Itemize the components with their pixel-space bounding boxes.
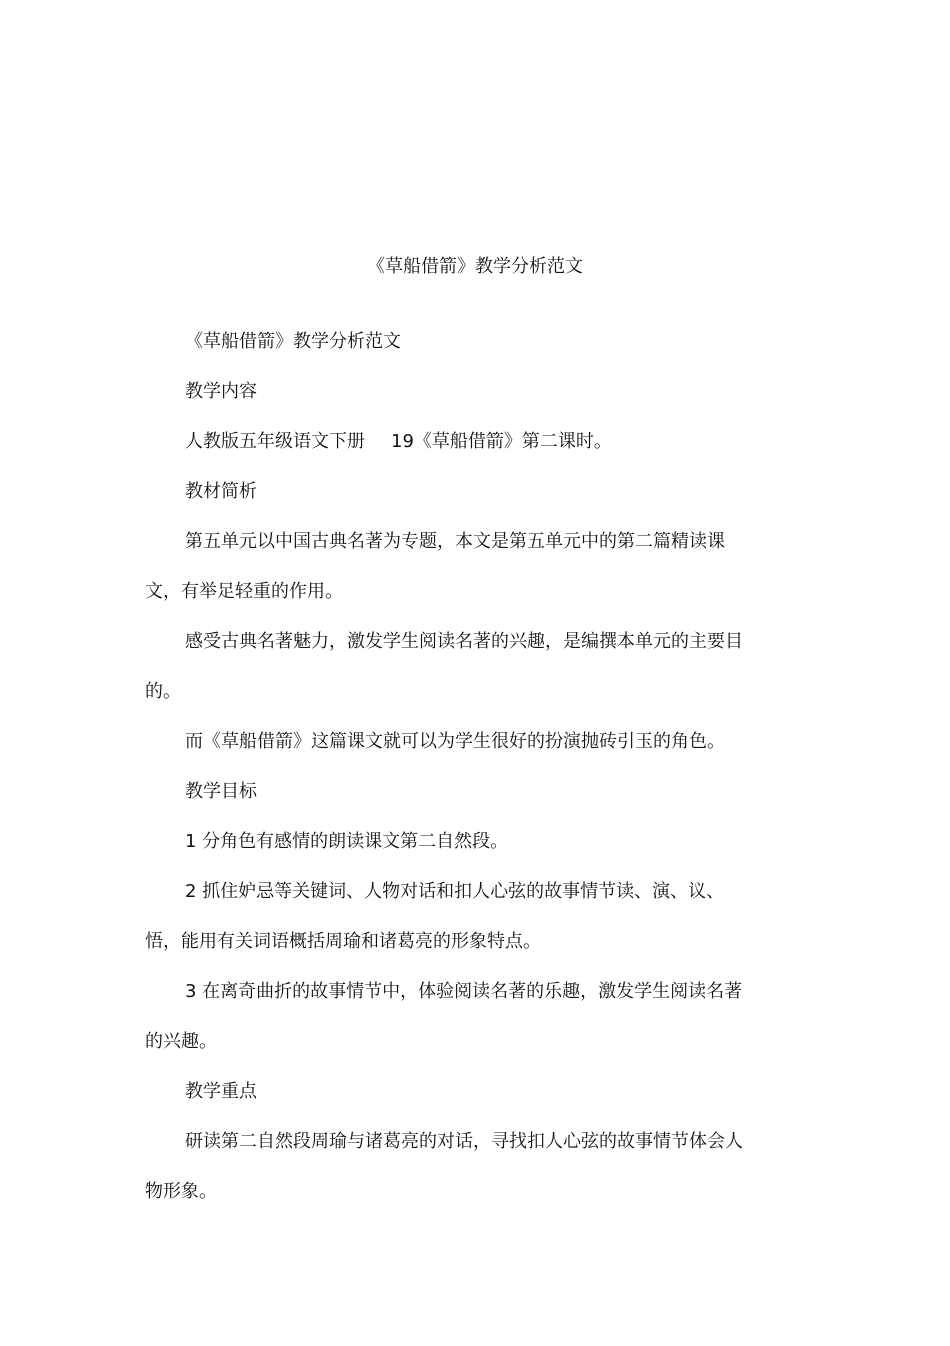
goal-item-1: 1 分角色有感情的朗读课文第二自然段。 (185, 831, 509, 852)
section-heading-teaching-goals: 教学目标 (185, 781, 257, 802)
goal-item-2: 2 抓住妒忌等关键词、人物对话和扣人心弦的故事情节读、演、议、悟，能用有关词语概括周瑜和诸葛亮的形象特点。 (145, 881, 725, 952)
section-heading-teaching-content: 教学内容 (185, 381, 257, 402)
goal-item-3: 3 在离奇曲折的故事情节中，体验阅读名著的乐趣，激发学生阅读名著的兴趣。 (145, 981, 743, 1052)
paragraph-textbook-info (145, 417, 760, 467)
lesson-info: 19《草船借箭》第二课时。 (391, 431, 612, 452)
paragraph-heading-repeat: 《草船借箭》教学分析范文 (185, 331, 401, 352)
paragraph-teaching-focus: 研读第二自然段周瑜与诸葛亮的对话，寻找扣人心弦的故事情节体会人物形象。 (145, 1131, 743, 1202)
page-title: 《草船借箭》教学分析范文 (367, 256, 583, 277)
textbook-edition: 人教版五年级语文下册 (185, 431, 365, 452)
paragraph-unit-purpose: 感受古典名著魅力，激发学生阅读名著的兴趣，是编撰本单元的主要目的。 (145, 631, 743, 702)
section-heading-teaching-focus: 教学重点 (185, 1081, 257, 1102)
section-heading-material-analysis: 教材简析 (185, 481, 257, 502)
document-body (145, 317, 760, 1217)
paragraph-unit-description: 第五单元以中国古典名著为专题，本文是第五单元中的第二篇精读课文，有举足轻重的作用。 (145, 531, 725, 602)
paragraph-lesson-role: 而《草船借箭》这篇课文就可以为学生很好的扮演抛砖引玉的角色。 (185, 731, 725, 752)
